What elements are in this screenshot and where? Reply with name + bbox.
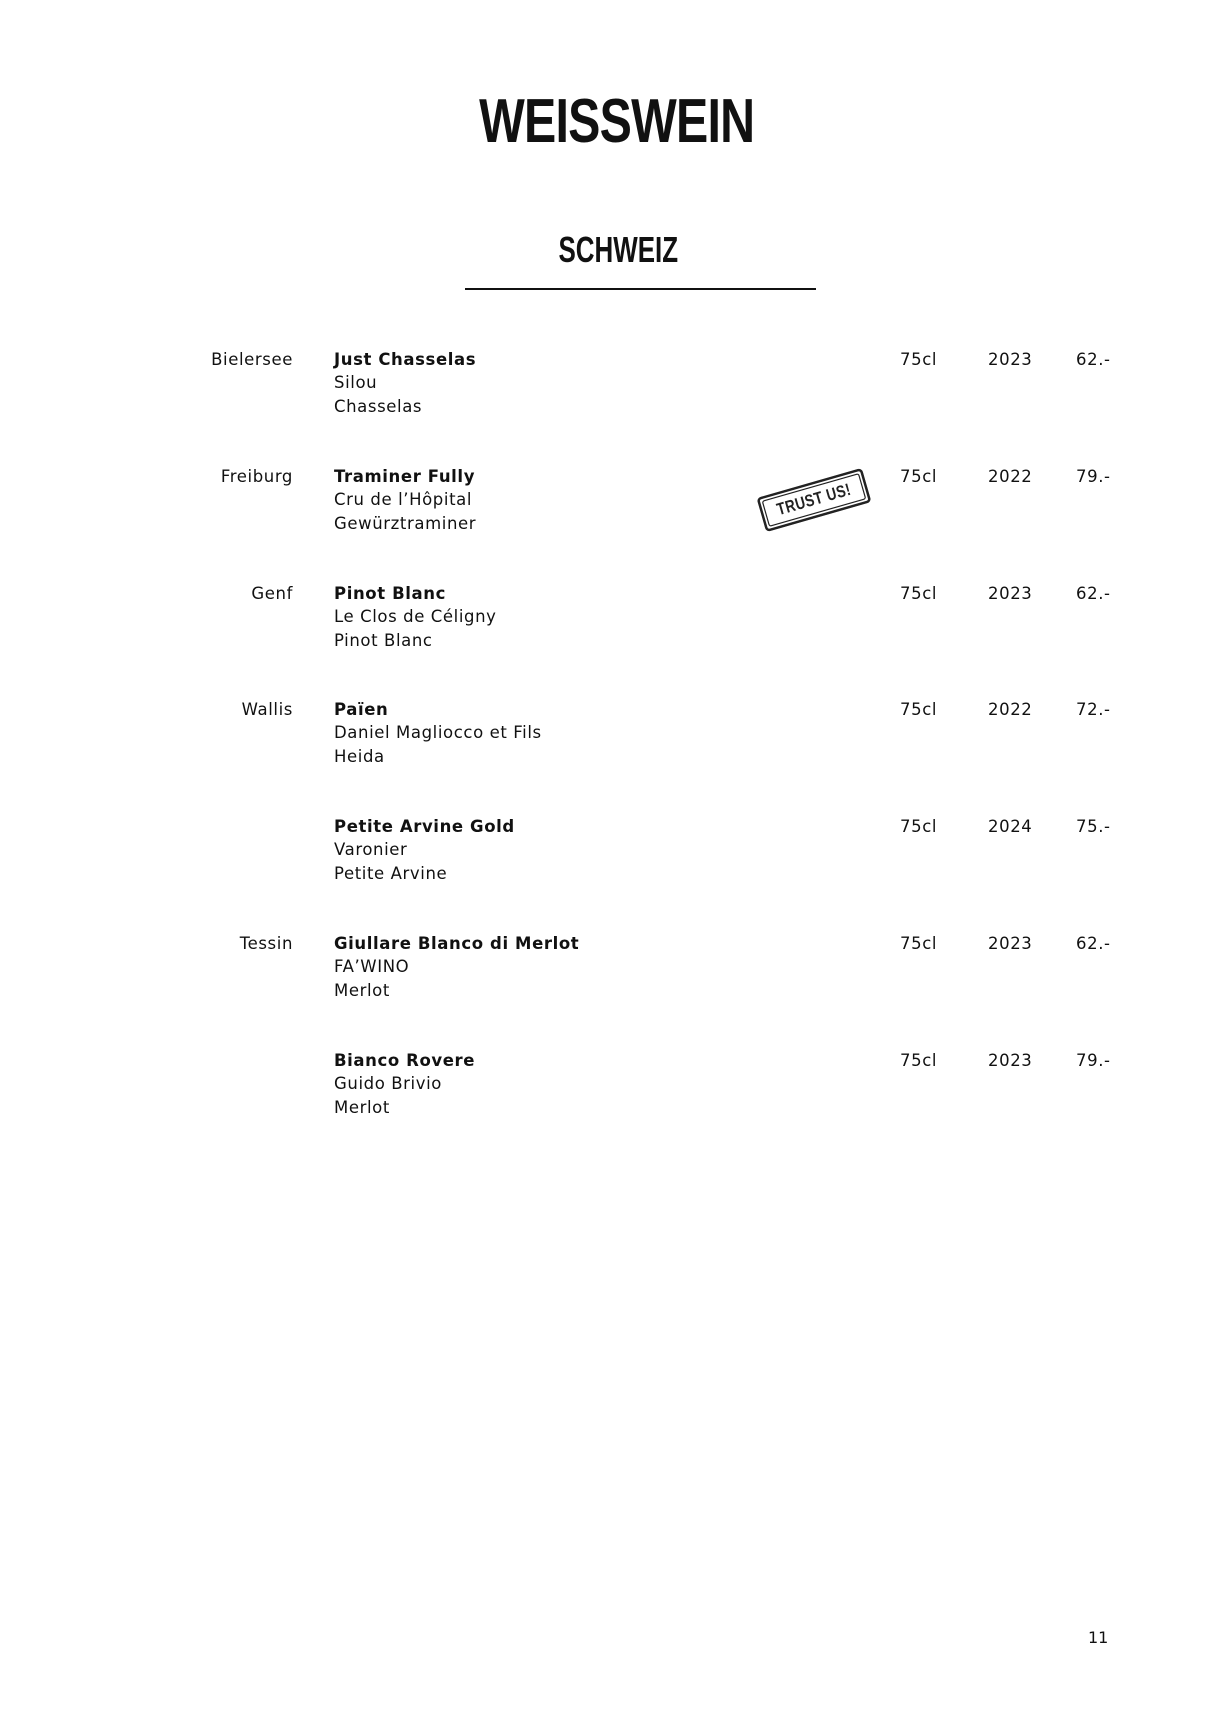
wine-name: Païen xyxy=(334,700,389,719)
wine-producer: FA’WINO xyxy=(334,957,410,977)
wine-name: Traminer Fully xyxy=(334,467,476,486)
wine-vintage: 2022 xyxy=(988,467,1033,486)
wine-volume: 75cl xyxy=(900,934,938,953)
wine-entry xyxy=(0,1049,1222,1129)
wine-details xyxy=(334,582,497,652)
wine-grape: Heida xyxy=(334,746,385,766)
wine-price: 62.- xyxy=(1076,584,1111,603)
wine-price: 75.- xyxy=(1076,817,1111,836)
wine-name: Giullare Blanco di Merlot xyxy=(334,934,580,953)
wine-entry xyxy=(0,465,1222,545)
wine-grape: Gewürztraminer xyxy=(334,513,477,533)
wine-details xyxy=(334,932,579,1002)
wine-vintage: 2023 xyxy=(988,350,1033,369)
wine-grape: Merlot xyxy=(334,980,390,1000)
section-title: SCHWEIZ xyxy=(558,229,679,270)
wine-volume: 75cl xyxy=(900,700,938,719)
wine-vintage: 2022 xyxy=(988,700,1033,719)
wine-producer: Le Clos de Céligny xyxy=(334,607,497,627)
page-title: WEISSWEIN xyxy=(479,87,755,156)
wine-vintage: 2023 xyxy=(988,1051,1033,1070)
wine-producer: Silou xyxy=(334,373,378,393)
wine-name: Pinot Blanc xyxy=(334,584,446,603)
wine-price: 62.- xyxy=(1076,934,1111,953)
wine-entry xyxy=(0,815,1222,895)
wine-details xyxy=(334,698,542,768)
wine-producer: Cru de l’Hôpital xyxy=(334,490,473,510)
wine-vintage: 2023 xyxy=(988,584,1033,603)
wine-region: Freiburg xyxy=(220,467,293,486)
wine-grape: Chasselas xyxy=(334,396,423,416)
wine-grape: Merlot xyxy=(334,1097,390,1117)
wine-region: Tessin xyxy=(239,934,293,953)
wine-name: Just Chasselas xyxy=(334,350,477,369)
wine-vintage: 2024 xyxy=(988,817,1033,836)
page-number: 11 xyxy=(1088,1628,1109,1647)
wine-volume: 75cl xyxy=(900,350,938,369)
wine-details xyxy=(334,348,476,418)
wine-producer: Daniel Magliocco et Fils xyxy=(334,723,542,743)
wine-entry xyxy=(0,698,1222,778)
wine-name: Petite Arvine Gold xyxy=(334,817,515,836)
wine-price: 79.- xyxy=(1076,1051,1111,1070)
wine-price: 72.- xyxy=(1076,700,1111,719)
wine-region: Genf xyxy=(251,584,293,603)
wine-name: Bianco Rovere xyxy=(334,1051,476,1070)
wine-entry xyxy=(0,932,1222,1012)
wine-volume: 75cl xyxy=(900,1051,938,1070)
wine-details xyxy=(334,815,515,885)
wine-details xyxy=(334,1049,475,1119)
wine-producer: Guido Brivio xyxy=(334,1074,442,1094)
wine-entry xyxy=(0,348,1222,428)
wine-details xyxy=(334,465,476,535)
wine-entry xyxy=(0,582,1222,662)
wine-volume: 75cl xyxy=(900,584,938,603)
stamp-text: TRUST US! xyxy=(774,479,854,520)
wine-price: 62.- xyxy=(1076,350,1111,369)
section-divider xyxy=(465,288,816,290)
wine-grape: Pinot Blanc xyxy=(334,630,433,650)
wine-producer: Varonier xyxy=(334,840,408,860)
wine-grape: Petite Arvine xyxy=(334,863,448,883)
wine-volume: 75cl xyxy=(900,817,938,836)
wine-volume: 75cl xyxy=(900,467,938,486)
wine-price: 79.- xyxy=(1076,467,1111,486)
wine-region: Wallis xyxy=(241,700,293,719)
wine-vintage: 2023 xyxy=(988,934,1033,953)
wine-region: Bielersee xyxy=(211,350,293,369)
